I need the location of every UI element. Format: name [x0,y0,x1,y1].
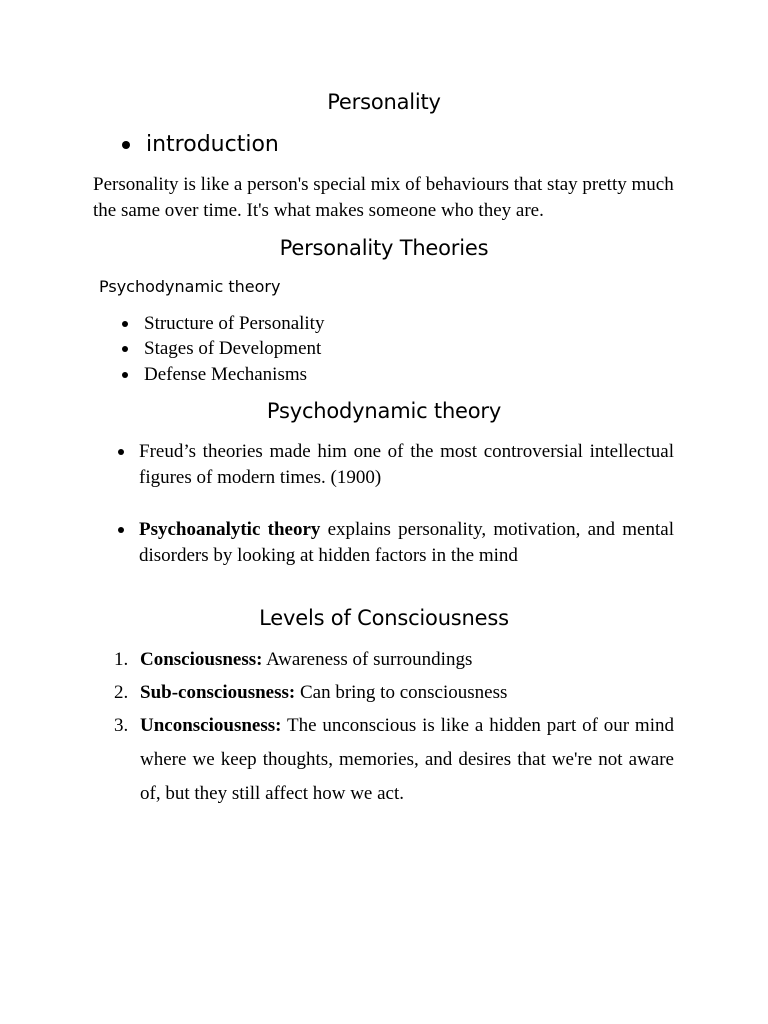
theories-list [122,311,324,388]
list-item [122,337,324,363]
level-term: Sub-consciousness: [140,682,296,703]
level-term: Unconsciousness: [140,715,282,736]
list-item [114,709,674,811]
intro-bullet-label: introduction [146,132,279,157]
intro-paragraph: Personality is like a person's special mix of behaviours that stay pretty much the same over time. It's what makes someone who they are. [93,174,674,221]
psychoanalytic-bullet-text [139,517,674,569]
freud-bullet-text [139,439,674,491]
list-number: 3. [114,715,129,736]
level-description: Awareness of surroundings [262,649,473,670]
bullet-icon [118,449,124,455]
bullet-icon [122,346,128,352]
list-number: 1. [114,649,129,670]
list-number: 2. [114,682,129,703]
list-item-text: Structure of Personality [144,312,325,334]
page-title: Personality [327,90,441,114]
list-item [122,362,324,388]
freud-bullet-body: Freud’s theories made him one of the most controversial intellectual figures of modern times. (1900) [139,441,674,488]
level-description: Can bring to consciousness [295,682,508,703]
levels-list [114,643,674,811]
theories-subheading: Psychodynamic theory [99,277,281,296]
list-item-text: Defense Mechanisms [144,363,308,385]
intro-bullet [122,132,279,157]
freud-bullet [118,439,674,491]
bullet-icon [122,141,130,149]
level-description: The unconscious is like a hidden part of our mind where we keep thoughts, memories, and desires that we're not aware of, but they still affect how we act. [140,715,674,804]
list-item-text: Stages of Development [144,338,322,360]
list-item [114,643,674,676]
psychoanalytic-body: explains personality, motivation, and mental disorders by looking at hidden factors in the mind [139,519,674,566]
list-item-text [140,709,674,811]
bullet-icon [118,527,124,533]
psychoanalytic-bullet [118,517,674,569]
list-item [114,676,674,709]
bullet-icon [122,372,128,378]
psychodynamic-heading: Psychodynamic theory [266,399,502,423]
theories-heading: Personality Theories [279,236,489,260]
level-term: Consciousness: [140,649,263,670]
levels-heading: Levels of Consciousness [259,606,509,630]
bullet-icon [122,321,128,327]
list-item-text [140,643,674,676]
list-item-text [140,676,674,709]
psychoanalytic-term: Psychoanalytic theory [139,519,321,540]
list-item [122,311,324,337]
